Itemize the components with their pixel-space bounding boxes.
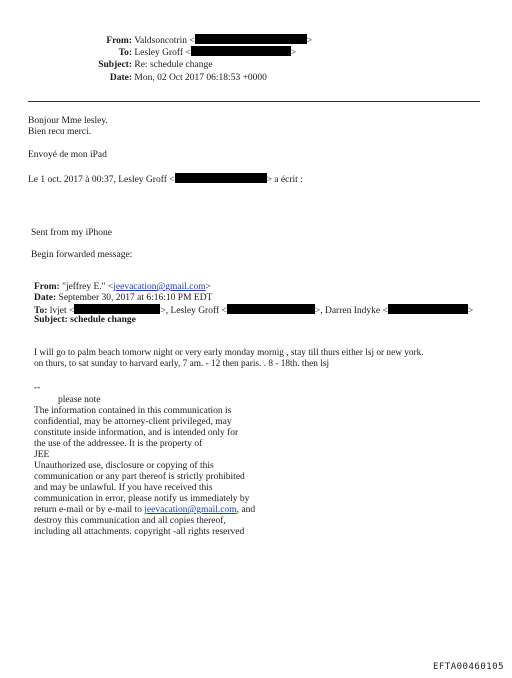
disclaimer-line: and may be unlawful. If you have received this: [34, 483, 213, 493]
disclaimer-email-line: [34, 505, 255, 517]
header-from-end: >: [306, 36, 313, 46]
header-to-row: [28, 46, 296, 59]
disclaimer-line: Unauthorized use, disclosure or copying of this: [34, 461, 214, 471]
reply-line-1: Bonjour Mme lesley.: [28, 116, 108, 126]
reply-line-2: Bien recu merci.: [28, 127, 92, 137]
body-line-2: on thurs, to sat sunday to harvard early, 7 am. - 12 then paris. . 8 - 18th. then lsj: [34, 359, 330, 369]
sent-from-iphone: Sent from my iPhone: [31, 228, 113, 238]
fwd-subject-value: schedule change: [70, 315, 136, 325]
quote-suffix: > a écrit :: [266, 175, 303, 185]
disclaimer-line: communication or any part thereof is strictly prohibited: [34, 472, 245, 482]
disclaimer-line: confidential, may be attorney-client privileged, may: [34, 417, 232, 427]
redaction-box: [74, 304, 160, 314]
fwd-to-label: To:: [34, 306, 48, 316]
header-subject-value: Re: schedule change: [134, 60, 213, 70]
begin-forwarded: Begin forwarded message:: [31, 250, 133, 260]
header-from-value: Valdsoncotrin <: [134, 36, 195, 46]
header-subject-label: Subject:: [98, 60, 132, 70]
disclaimer-line: destroy this communication and all copies thereof,: [34, 516, 226, 526]
header-date-label: Date:: [109, 73, 132, 83]
fwd-from-row: [34, 282, 211, 294]
fwd-to-value-3: >, Darren Indyke <: [314, 306, 388, 316]
bates-number: EFTA00460105: [432, 662, 504, 672]
redaction-box: [195, 34, 307, 44]
fwd-date-row: [34, 293, 212, 305]
redaction-box: [227, 304, 315, 314]
header-to-end: >: [290, 48, 297, 58]
fwd-to-value-1: lvjet <: [49, 306, 75, 316]
header-to-value: Lesley Groff <: [134, 48, 191, 58]
fwd-subject-label: Subject:: [34, 315, 68, 325]
disclaimer-email-suffix: , and: [236, 505, 256, 515]
redaction-box: [388, 304, 468, 314]
quote-prefix: Le 1 oct. 2017 à 00:37, Lesley Groff <: [28, 175, 175, 185]
disclaimer-dashes: --: [34, 383, 41, 393]
fwd-subject-row: [34, 315, 136, 327]
fwd-from-value: "jeffrey E." <: [62, 282, 114, 292]
header-date-value: Mon, 02 Oct 2017 06:18:53 +0000: [134, 73, 267, 83]
disclaimer-line: the use of the addressee. It is the property of: [34, 439, 203, 449]
disclaimer-line: constitute inside information, and is intended only for: [34, 428, 239, 438]
disclaimer-line: JEE: [34, 450, 50, 460]
fwd-from-label: From:: [34, 282, 60, 292]
disclaimer-note: please note: [58, 395, 101, 405]
reply-signature: Envoyé de mon iPad: [28, 150, 107, 160]
fwd-from-email-link[interactable]: jeevacation@gmail.com: [113, 282, 206, 292]
fwd-date-label: Date:: [34, 293, 57, 303]
redaction-box: [175, 173, 267, 183]
disclaimer-line: The information contained in this communication is: [34, 406, 232, 416]
disclaimer-email-link[interactable]: jeevacation@gmail.com: [144, 505, 237, 515]
header-divider: [28, 101, 480, 102]
header-to-label: To:: [118, 48, 132, 58]
fwd-from-end: >: [205, 282, 211, 292]
fwd-date-value: September 30, 2017 at 6:16:10 PM EDT: [58, 293, 213, 303]
body-line-1: I will go to palm beach tomorw night or very early monday mornig , stay till thurs either lsj or new york.: [34, 348, 424, 358]
redaction-box: [191, 46, 291, 56]
fwd-to-end: >: [467, 306, 474, 316]
header-subject-row: [28, 59, 212, 71]
disclaimer-line: including all attachments. copyright -all rights reserved: [34, 527, 245, 537]
disclaimer-line: communication in error, please notify us immediately by: [34, 494, 250, 504]
fwd-to-value-2: >, Lesley Groff <: [160, 306, 227, 316]
disclaimer-email-prefix: return e-mail or by e-mail to: [34, 505, 145, 515]
header-from-label: From:: [106, 36, 132, 46]
reply-quote-line: [28, 173, 303, 187]
header-date-row: [28, 72, 267, 84]
